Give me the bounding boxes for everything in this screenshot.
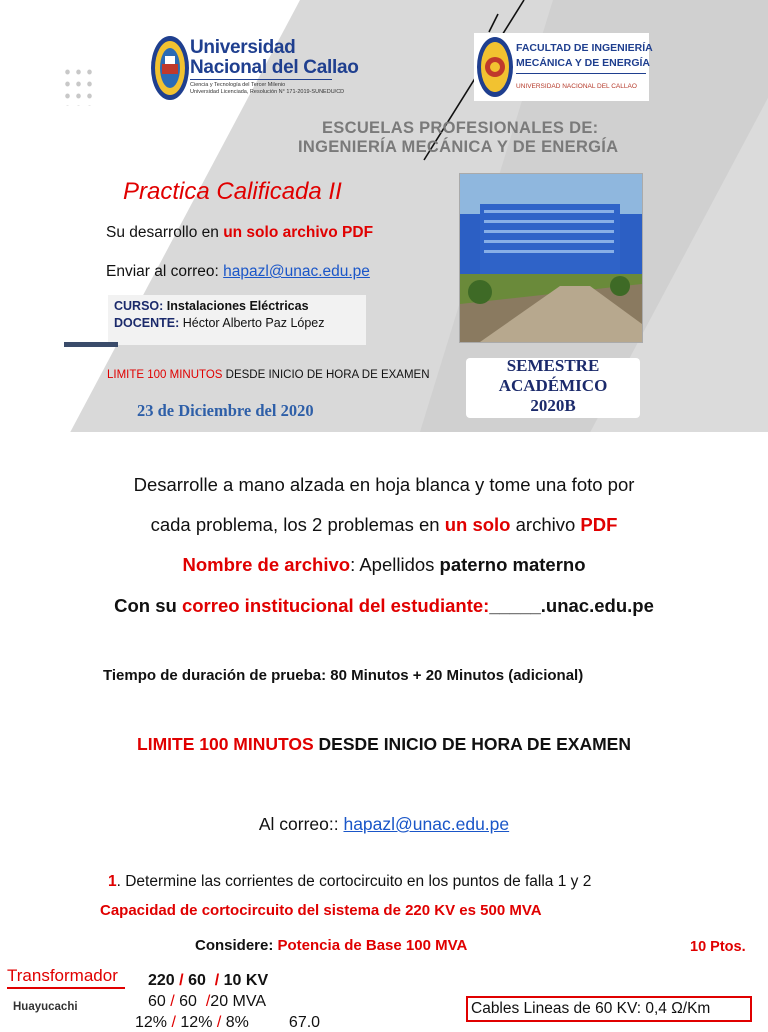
faculty-divider <box>516 73 646 74</box>
desarrollo-line <box>106 224 373 242</box>
voltage-c: 10 KV <box>223 972 269 989</box>
time-limit-header-red: LIMITE 100 MINUTOS <box>107 369 223 381</box>
faculty-name-line1: FACULTAD DE INGENIERÍA <box>516 42 653 54</box>
voltage-ratings <box>148 972 268 990</box>
extra-value: 67.0 <box>288 1014 321 1031</box>
university-subtitle-2: Universidad Licenciada, Resolución N° 171-2019-SUNEDU/CD <box>190 89 345 95</box>
instruction-highlight-pdf: PDF <box>580 514 618 535</box>
email-link-bottom[interactable]: hapazl@unac.edu.pe <box>343 814 510 834</box>
enviar-line <box>106 263 370 281</box>
teacher-label: DOCENTE: <box>114 316 180 330</box>
email-instruction-blank: _____ <box>489 595 541 616</box>
instruction-line-2a: cada problema, los 2 problemas en <box>150 514 445 535</box>
filename-value: paterno materno <box>439 554 586 575</box>
university-divider <box>190 79 332 80</box>
considere-value: Potencia de Base 100 MVA <box>277 937 468 954</box>
email-instruction-a: Con su <box>114 595 182 616</box>
university-name-line2: Nacional del Callao <box>190 57 359 78</box>
semester-line3: 2020B <box>530 396 576 415</box>
teacher-value: Héctor Alberto Paz López <box>179 316 325 330</box>
university-subtitle-1: Ciencia y Tecnología del Tercer Milenio <box>190 82 286 88</box>
campus-photo <box>459 173 643 343</box>
university-name-line1: Universidad <box>190 37 296 58</box>
time-limit-header <box>107 369 430 381</box>
divider-dash <box>64 342 118 347</box>
instruction-line-1: Desarrolle a mano alzada en hoja blanca y tome una foto por <box>133 474 635 495</box>
voltage-b: 60 <box>188 972 206 989</box>
email-link-top[interactable]: hapazl@unac.edu.pe <box>223 263 370 280</box>
time-limit-rest: DESDE INICIO DE HORA DE EXAMEN <box>313 734 631 754</box>
sep-1: / <box>179 972 184 989</box>
university-seal-icon <box>150 34 190 102</box>
desarrollo-highlight: un solo archivo PDF <box>223 224 374 241</box>
teacher-line <box>114 316 325 330</box>
email-instruction-line <box>0 595 768 617</box>
points-badge: 10 Ptos. <box>690 939 746 955</box>
instruction-line-2b: archivo <box>510 514 581 535</box>
decorative-lines <box>0 0 768 200</box>
duration-line: Tiempo de duración de prueba: 80 Minutos + 20 Minutos (adicional) <box>103 667 584 684</box>
email-instruction-domain: .unac.edu.pe <box>540 595 654 616</box>
power-c: 20 MVA <box>210 993 267 1010</box>
voltage-a: 220 <box>148 972 175 989</box>
course-label: CURSO: <box>114 299 164 313</box>
semester-line2: ACADÉMICO <box>498 376 608 395</box>
instruction-line-2 <box>0 514 768 536</box>
enviar-prefix: Enviar al correo: <box>106 263 224 280</box>
capacity-line: Capacidad de cortocircuito del sistema de 220 KV es 500 MVA <box>100 902 542 919</box>
problem-number: 1 <box>108 873 117 890</box>
faculty-seal-icon <box>476 35 514 99</box>
problem-1-statement <box>108 873 591 891</box>
desarrollo-prefix: Su desarrollo en <box>106 224 224 241</box>
time-limit-line <box>0 734 768 755</box>
power-a: 60 <box>148 993 166 1010</box>
escuelas-heading-2: INGENIERÍA MECÁNICA Y DE ENERGÍA <box>298 138 619 156</box>
course-value: Instalaciones Eléctricas <box>163 299 309 313</box>
exam-date: 23 de Diciembre del 2020 <box>137 401 314 420</box>
power-ratings <box>148 993 266 1011</box>
sep-5: / <box>171 1014 176 1031</box>
dot-pattern <box>62 66 96 106</box>
transformer-underline <box>7 987 125 989</box>
course-line <box>114 299 309 313</box>
sep-2: / <box>214 972 220 989</box>
exam-title: Practica Calificada II <box>123 178 342 205</box>
sep-6: / <box>216 1014 222 1031</box>
impedance-c: 8% <box>225 1014 249 1031</box>
send-to-line <box>0 814 768 835</box>
impedance-ratings <box>135 1014 320 1032</box>
problem-text: . Determine las corrientes de cortocircuito en los puntos de falla 1 y 2 <box>116 873 592 890</box>
faculty-name-line2: MECÁNICA Y DE ENERGÍA <box>516 57 650 69</box>
escuelas-heading-1: ESCUELAS PROFESIONALES DE: <box>322 119 599 137</box>
send-to-label: Al correo:: <box>258 814 344 834</box>
filename-mid: : Apellidos <box>350 554 440 575</box>
huayucachi-label: Huayucachi <box>13 1001 78 1013</box>
considere-line <box>195 937 467 954</box>
transformer-label: Transformador <box>7 966 118 985</box>
instruction-highlight-solo: un solo <box>444 514 511 535</box>
filename-line <box>0 554 768 576</box>
impedance-b: 12% <box>180 1014 213 1031</box>
sep-4: / <box>205 993 211 1010</box>
faculty-university-line: UNIVERSIDAD NACIONAL DEL CALLAO <box>516 83 637 90</box>
impedance-a: 12% <box>135 1014 168 1031</box>
email-instruction-red: correo institucional del estudiante: <box>181 595 490 616</box>
power-b: 60 <box>179 993 197 1010</box>
semester-line1: SEMESTRE <box>506 356 600 375</box>
time-limit-header-rest: DESDE INICIO DE HORA DE EXAMEN <box>222 369 430 381</box>
cables-box: Cables Lineas de 60 KV: 0,4 Ω/Km <box>466 996 752 1022</box>
time-limit-red: LIMITE 100 MINUTOS <box>137 734 314 754</box>
sep-3: / <box>170 993 175 1010</box>
filename-label: Nombre de archivo <box>182 554 351 575</box>
considere-label: Considere: <box>195 937 278 954</box>
